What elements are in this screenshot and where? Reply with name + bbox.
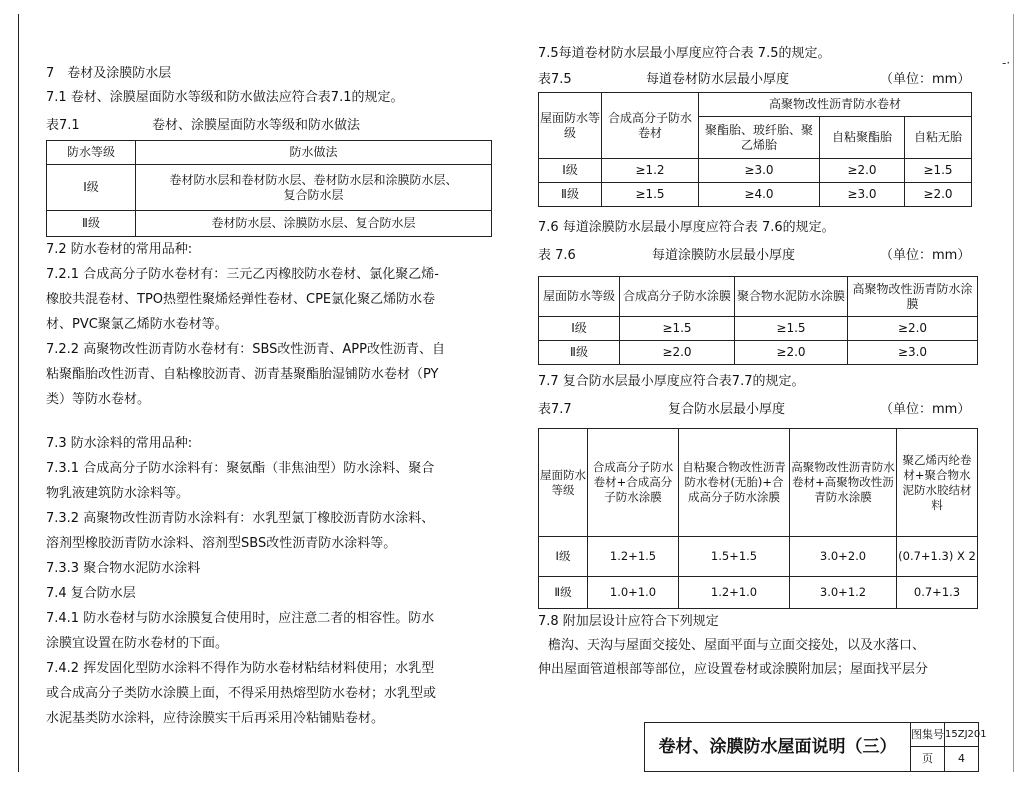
paragraph-line: 7.4 复合防水层 <box>46 586 136 601</box>
cell: ≥3.0 <box>848 341 978 365</box>
cell: ≥2.0 <box>905 183 972 207</box>
table-row <box>539 537 978 577</box>
table-header-row <box>539 429 978 537</box>
cell: ≥1.2 <box>602 159 699 183</box>
method-cell <box>136 165 492 211</box>
paragraph-line: 7.3.3 聚合物水泥防水涂料 <box>46 561 201 576</box>
cell: 3.0+2.0 <box>790 537 897 577</box>
cell: Ⅱ级 <box>539 341 620 365</box>
corner-mark: -· <box>1002 56 1011 70</box>
table-7-5-title: 每道卷材防水层最小厚度 <box>646 72 790 87</box>
grade-cell: Ⅰ级 <box>47 165 136 211</box>
paragraph-line: 溶剂型橡胶沥青防水涂料、溶剂型SBS改性沥青防水涂料等。 <box>46 536 397 551</box>
table-7-5 <box>538 92 972 207</box>
header-cell: 屋面防水等级 <box>539 429 588 537</box>
cell: ≥3.0 <box>820 183 905 207</box>
method-line: 卷材防水层和卷材防水层、卷材防水层和涂膜防水层、 <box>169 172 458 187</box>
paragraph-line: 橡胶共混卷材、TPO热塑性聚烯烃弹性卷材、CPE氯化聚乙烯防水卷 <box>46 292 436 307</box>
table-7-1-number: 表7.1 <box>46 118 80 133</box>
table-7-7-caption <box>538 398 978 417</box>
table-row <box>47 211 492 237</box>
table-row <box>539 183 972 207</box>
table-7-6-unit: （单位：mm） <box>880 248 971 263</box>
paragraph-line: 7.3.1 合成高分子防水涂料有：聚氨酯（非焦油型）防水涂料、聚合 <box>46 461 435 476</box>
table-7-1 <box>46 140 492 237</box>
cell: Ⅰ级 <box>539 159 602 183</box>
table-7-7-number: 表7.7 <box>538 402 572 417</box>
paragraph-line: 水泥基类防水涂料，应待涂膜实干后再采用冷粘铺贴卷材。 <box>46 711 385 726</box>
table-7-7 <box>538 428 978 609</box>
table-7-5-unit: （单位：mm） <box>880 72 971 87</box>
paragraph-line: 粘聚酯胎改性沥青、自粘橡胶沥青、沥青基聚酯胎湿铺防水卷材（PY <box>46 367 439 382</box>
paragraph-line: 7.4.1 防水卷材与防水涂膜复合使用时，应注意二者的相容性。防水 <box>46 611 435 626</box>
method-cell: 卷材防水层、涂膜防水层、复合防水层 <box>136 211 492 237</box>
table-7-6-title: 每道涂膜防水层最小厚度 <box>652 248 796 263</box>
header-cell: 自粘聚酯胎 <box>820 117 905 159</box>
section-7-heading: 7 卷材及涂膜防水层 <box>46 66 172 81</box>
header-cell: 高聚物改性沥青防水涂膜 <box>848 277 978 317</box>
cell: ≥4.0 <box>699 183 820 207</box>
table-row <box>539 341 978 365</box>
table-row <box>539 159 972 183</box>
cell: 0.7+1.3 <box>897 577 978 609</box>
table-7-5-caption <box>538 68 978 87</box>
frame-border-right <box>1013 14 1014 772</box>
clause-7-1: 7.1 卷材、涂膜屋面防水等级和防水做法应符合表7.1的规定。 <box>46 90 404 105</box>
cell: 3.0+1.2 <box>790 577 897 609</box>
paragraph-line: 伸出屋面管道根部等部位，应设置卷材或涂膜附加层；屋面找平层分 <box>538 662 929 677</box>
atlas-number-value: 15ZJ201 <box>945 723 978 747</box>
paragraph-line: 7.2.1 合成高分子防水卷材有：三元乙丙橡胶防水卷材、氯化聚乙烯- <box>46 267 439 282</box>
header-cell: 屋面防水等级 <box>539 93 602 159</box>
paragraph-line: 檐沟、天沟与屋面交接处、屋面平面与立面交接处，以及水落口、 <box>548 638 926 653</box>
cell: Ⅰ级 <box>539 537 588 577</box>
cell: 1.0+1.0 <box>588 577 679 609</box>
atlas-number-label: 图集号 <box>911 723 945 747</box>
header-cell: 防水等级 <box>47 141 136 165</box>
table-7-7-title: 复合防水层最小厚度 <box>668 402 786 417</box>
table-7-1-title: 卷材、涂膜屋面防水等级和防水做法 <box>152 118 361 133</box>
table-row <box>47 165 492 211</box>
cell: 1.2+1.5 <box>588 537 679 577</box>
paragraph-line: 7.4.2 挥发固化型防水涂料不得作为防水卷材粘结材料使用；水乳型 <box>46 661 435 676</box>
clause-7-6: 7.6 每道涂膜防水层最小厚度应符合表 7.6的规定。 <box>538 220 835 235</box>
table-header-row <box>47 141 492 165</box>
header-cell: 自粘无胎 <box>905 117 972 159</box>
paragraph-line: 7.3 防水涂料的常用品种: <box>46 436 193 451</box>
page-label: 页 <box>911 747 945 771</box>
cell: ≥1.5 <box>735 317 848 341</box>
clause-7-5: 7.5每道卷材防水层最小厚度应符合表 7.5的规定。 <box>538 46 831 61</box>
header-cell: 聚乙烯丙纶卷材+聚合物水泥防水胶结材料 <box>897 429 978 537</box>
cell: 1.5+1.5 <box>679 537 790 577</box>
cell: ≥1.5 <box>602 183 699 207</box>
cell: ≥1.5 <box>905 159 972 183</box>
table-7-1-caption <box>46 114 361 133</box>
clause-7-8: 7.8 附加层设计应符合下列规定 <box>538 614 719 629</box>
cell: Ⅰ级 <box>539 317 620 341</box>
paragraph-line: 物乳液建筑防水涂料等。 <box>46 486 190 501</box>
title-block <box>644 722 987 772</box>
table-7-6 <box>538 276 978 365</box>
cell: Ⅱ级 <box>539 577 588 609</box>
drawing-title: 卷材、涂膜防水屋面说明（三） <box>645 723 911 771</box>
table-header-row <box>539 93 972 117</box>
header-cell: 防水做法 <box>136 141 492 165</box>
cell: ≥2.0 <box>848 317 978 341</box>
header-cell: 屋面防水等级 <box>539 277 620 317</box>
table-7-6-number: 表 7.6 <box>538 248 576 263</box>
method-line: 复合防水层 <box>283 187 344 202</box>
header-cell: 聚合物水泥防水涂膜 <box>735 277 848 317</box>
paragraph-line: 类）等防水卷材。 <box>46 392 151 407</box>
paragraph-line: 7.2.2 高聚物改性沥青防水卷材有：SBS改性沥青、APP改性沥青、自 <box>46 342 445 357</box>
paragraph-line: 涂膜宜设置在防水卷材的下面。 <box>46 636 229 651</box>
cell: ≥1.5 <box>620 317 735 341</box>
cell: ≥2.0 <box>620 341 735 365</box>
cell: ≥2.0 <box>735 341 848 365</box>
table-7-7-unit: （单位：mm） <box>880 402 971 417</box>
header-cell: 合成高分子防水涂膜 <box>620 277 735 317</box>
cell: 1.2+1.0 <box>679 577 790 609</box>
header-cell: 合成高分子防水卷材+合成高分子防水涂膜 <box>588 429 679 537</box>
table-row <box>539 317 978 341</box>
page-number: 4 <box>958 752 965 765</box>
paragraph-line: 7.3.2 高聚物改性沥青防水涂料有：水乳型氯丁橡胶沥青防水涂料、 <box>46 511 435 526</box>
table-header-row <box>539 277 978 317</box>
cell: (0.7+1.3) X 2 <box>897 537 978 577</box>
cell: ≥3.0 <box>699 159 820 183</box>
paragraph-line: 7.2 防水卷材的常用品种: <box>46 242 193 257</box>
header-cell: 高聚物改性沥青防水卷材 <box>699 93 972 117</box>
header-cell: 高聚物改性沥青防水卷材+高聚物改性沥青防水涂膜 <box>790 429 897 537</box>
header-cell: 合成高分子防水卷材 <box>602 93 699 159</box>
grade-cell: Ⅱ级 <box>47 211 136 237</box>
binding-line <box>18 14 19 772</box>
cell: ≥2.0 <box>820 159 905 183</box>
table-7-5-number: 表7.5 <box>538 72 572 87</box>
cell: Ⅱ级 <box>539 183 602 207</box>
table-7-6-caption <box>538 244 978 263</box>
table-row <box>539 577 978 609</box>
paragraph-line: 或合成高分子类防水涂膜上面，不得采用热熔型防水卷材；水乳型或 <box>46 686 437 701</box>
header-cell: 聚酯胎、玻纤胎、聚乙烯胎 <box>699 117 820 159</box>
header-cell: 自粘聚合物改性沥青防水卷材(无胎)+合成高分子防水涂膜 <box>679 429 790 537</box>
paragraph-line: 材、PVC聚氯乙烯防水卷材等。 <box>46 317 228 332</box>
clause-7-7: 7.7 复合防水层最小厚度应符合表7.7的规定。 <box>538 374 805 389</box>
